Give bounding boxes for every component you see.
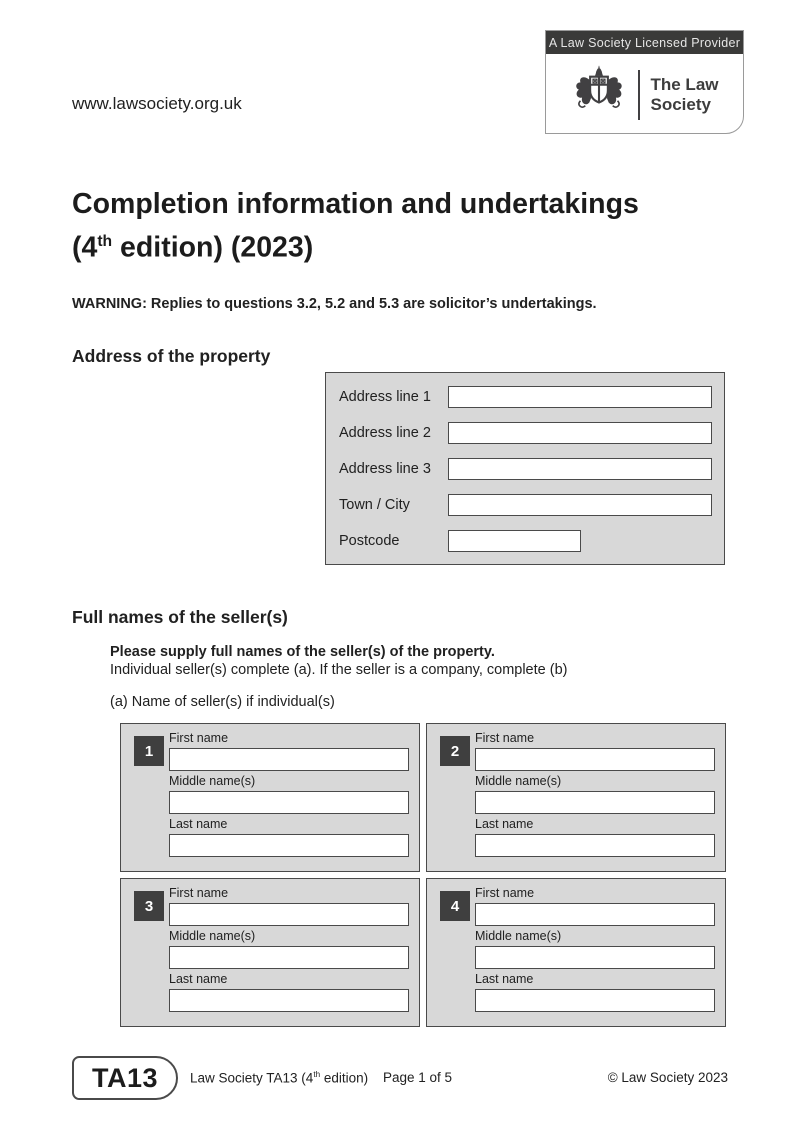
sellers-section-heading: Full names of the seller(s) xyxy=(72,607,288,627)
seller4-middle-names-input[interactable] xyxy=(475,946,715,969)
postcode-label: Postcode xyxy=(339,533,400,549)
address-line2-label: Address line 2 xyxy=(339,425,431,441)
footer-superscript: th xyxy=(313,1070,321,1079)
first-name-label: First name xyxy=(169,886,229,900)
seller3-middle-names-input[interactable] xyxy=(169,946,409,969)
field-group xyxy=(475,774,715,814)
address-line3-label: Address line 3 xyxy=(339,461,431,477)
address-row xyxy=(326,451,724,487)
seller-box-3 xyxy=(120,878,420,1027)
website-url: www.lawsociety.org.uk xyxy=(72,94,242,113)
address-row xyxy=(326,523,724,559)
address-line2-input[interactable] xyxy=(448,422,712,444)
licensed-provider-banner: A Law Society Licensed Provider xyxy=(546,31,743,54)
form-code-badge: TA13 xyxy=(72,1056,178,1100)
sellers-sublabel: (a) Name of seller(s) if individual(s) xyxy=(110,694,335,710)
seller-box-4 xyxy=(426,878,726,1027)
seller-fields xyxy=(169,728,409,857)
warning-text: WARNING: Replies to questions 3.2, 5.2 and 5.3 are solicitor’s undertakings. xyxy=(72,296,597,312)
last-name-label: Last name xyxy=(475,817,534,831)
sellers-instruction-bold: Please supply full names of the seller(s) of the property. xyxy=(110,644,495,660)
field-group xyxy=(475,972,715,1012)
seller2-first-name-input[interactable] xyxy=(475,748,715,771)
middle-names-label: Middle name(s) xyxy=(475,774,562,788)
footer-document-label: Law Society TA13 (4th edition) xyxy=(190,1070,369,1086)
logo-content xyxy=(546,54,743,134)
seller4-first-name-input[interactable] xyxy=(475,903,715,926)
field-group xyxy=(169,774,409,814)
last-name-label: Last name xyxy=(169,972,228,986)
last-name-label: Last name xyxy=(475,972,534,986)
address-row xyxy=(326,379,724,415)
first-name-label: First name xyxy=(475,886,535,900)
logo-wordmark xyxy=(650,75,718,113)
town-city-label: Town / City xyxy=(339,497,410,513)
logo-wordmark-line2: Society xyxy=(650,94,711,114)
seller4-last-name-input[interactable] xyxy=(475,989,715,1012)
law-society-logo xyxy=(545,30,744,134)
postcode-input[interactable] xyxy=(448,530,581,552)
seller-box-2 xyxy=(426,723,726,872)
seller2-middle-names-input[interactable] xyxy=(475,791,715,814)
first-name-label: First name xyxy=(475,731,535,745)
middle-names-label: Middle name(s) xyxy=(169,929,256,943)
page-title: Completion information and undertakings (4th edition) (2023) xyxy=(72,188,639,264)
first-name-label: First name xyxy=(169,731,229,745)
address-box xyxy=(325,372,725,565)
seller1-middle-names-input[interactable] xyxy=(169,791,409,814)
seller-grid xyxy=(120,723,726,1027)
sellers-instruction-regular: Individual seller(s) complete (a). If the seller is a company, complete (b) xyxy=(110,662,568,678)
field-group xyxy=(169,929,409,969)
copyright: © Law Society 2023 xyxy=(607,1070,728,1085)
title-superscript: th xyxy=(97,233,113,250)
logo-divider xyxy=(638,70,640,120)
field-group xyxy=(475,886,715,926)
seller-fields xyxy=(169,883,409,1012)
seller-fields xyxy=(475,728,715,857)
address-row xyxy=(326,487,724,523)
seller-number-badge: 4 xyxy=(440,891,470,921)
last-name-label: Last name xyxy=(169,817,228,831)
seller3-last-name-input[interactable] xyxy=(169,989,409,1012)
seller1-first-name-input[interactable] xyxy=(169,748,409,771)
seller2-last-name-input[interactable] xyxy=(475,834,715,857)
seller-fields xyxy=(475,883,715,1012)
address-line3-input[interactable] xyxy=(448,458,712,480)
middle-names-label: Middle name(s) xyxy=(169,774,256,788)
field-group xyxy=(169,886,409,926)
field-group xyxy=(169,731,409,771)
address-section-heading: Address of the property xyxy=(72,346,271,366)
page-number: Page 1 of 5 xyxy=(383,1070,453,1085)
sellers-instructions xyxy=(110,643,567,679)
address-line1-label: Address line 1 xyxy=(339,389,431,405)
law-society-crest-icon xyxy=(570,65,628,124)
field-group xyxy=(169,972,409,1012)
seller-number-badge: 3 xyxy=(134,891,164,921)
middle-names-label: Middle name(s) xyxy=(475,929,562,943)
seller-number-badge: 2 xyxy=(440,736,470,766)
town-city-input[interactable] xyxy=(448,494,712,516)
seller-number-badge: 1 xyxy=(134,736,164,766)
seller-box-1 xyxy=(120,723,420,872)
field-group xyxy=(475,817,715,857)
logo-wordmark-line1: The Law xyxy=(650,75,719,95)
address-row xyxy=(326,415,724,451)
field-group xyxy=(475,929,715,969)
field-group xyxy=(169,817,409,857)
field-group xyxy=(475,731,715,771)
seller3-first-name-input[interactable] xyxy=(169,903,409,926)
seller1-last-name-input[interactable] xyxy=(169,834,409,857)
address-line1-input[interactable] xyxy=(448,386,712,408)
